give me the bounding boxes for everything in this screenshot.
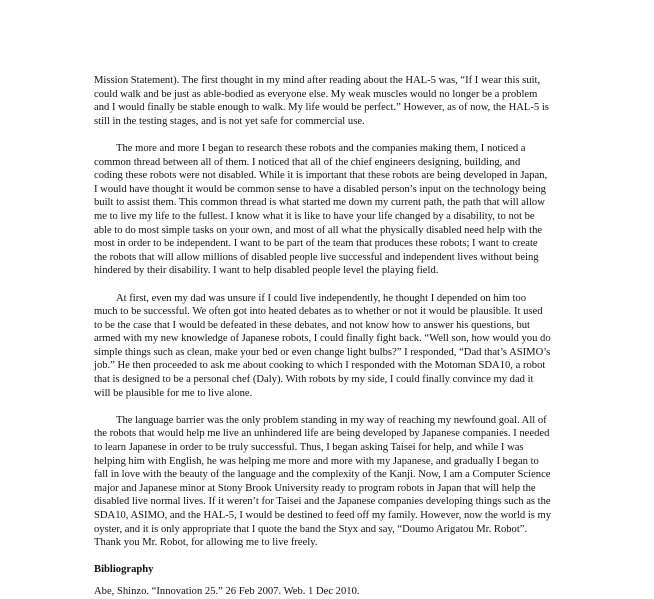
essay-body bbox=[94, 74, 654, 599]
paragraph-line: SDA10, ASIMO, and the HAL-5, I would be destined to feed off my family. However, now the world is my bbox=[94, 510, 552, 521]
paragraph-line: armed with my new knowledge of Japanese robots, I could finally fight back. “Well son, how would you do bbox=[94, 333, 551, 345]
essay-paragraph bbox=[94, 142, 654, 278]
bibliography-entry: Abe, Shinzo. “Innovation 25.” 26 Feb 2007. Web. 1 Dec 2010. bbox=[94, 585, 360, 597]
paragraph-line: to learn Japanese in order to be truly successful. Thus, I began asking Taisei for help, and while I was bbox=[94, 442, 524, 454]
paragraph-line: fall in love with the beauty of the language and the complexity of the Kanji. Now, I am a Computer Science bbox=[94, 469, 551, 481]
paragraph-line: will be plausible for me to live alone. bbox=[94, 387, 253, 399]
essay-paragraph bbox=[94, 414, 654, 550]
paragraph-line: At first, even my dad was unsure if I could live independently, he thought I depended on him too bbox=[116, 292, 527, 304]
paragraph-line: Mission Statement). The first thought in my mind after reading about the HAL-5 was, “If I wear this suit, bbox=[94, 75, 541, 86]
paragraph-line: the robots that will allow millions of disabled people live successful and independent lives without being bbox=[94, 251, 539, 263]
paragraph-line: Thank you Mr. Robot, for allowing me to live freely. bbox=[94, 537, 318, 549]
paragraph-line: could walk and be just as able-bodied as everyone else. My weak muscles would no longer be a problem bbox=[94, 88, 538, 100]
paragraph-line: common thread between all of them. I noticed that all of the chief engineers designing, building, and bbox=[94, 156, 521, 168]
paragraph-line: oyster, and it is only appropriate that I quote the band the Styx and say, “Doumo Arigatou Mr. Robot”. bbox=[94, 523, 528, 535]
essay-paragraph bbox=[94, 74, 654, 128]
paragraph-line: much to be successful. We often got into heated debates as to whether or not it would be plausible. It used bbox=[94, 306, 543, 318]
paragraph-line: helping him with English, he was helping me more and more with my Japanese, and gradually I began to bbox=[94, 455, 539, 467]
paragraph-line: major and Japanese minor at Stony Brook University ready to program robots in Japan that will help the bbox=[94, 482, 536, 494]
paragraph-line: me to live my life to the fullest. I know what it is like to have your life changed by a disability, to not be bbox=[94, 210, 535, 222]
paragraph-line: The more and more I began to research these robots and the companies making them, I noticed a bbox=[116, 142, 526, 154]
paragraph-line: job.” He then proceeded to ask me about cooking to which I responded with the Motoman SDA10, a robot bbox=[94, 360, 546, 372]
paragraph-line: hindered by their disability. I want to help disabled people level the playing field. bbox=[94, 265, 439, 277]
paragraph-line: disabled live normal lives. If it weren’t for Taisei and the Japanese companies developing things such as the bbox=[94, 496, 551, 508]
paragraph-line: simple things such as clean, make your bed or even change light bulbs?” I responded, “Dad that’s ASIMO’s bbox=[94, 346, 551, 358]
paragraph-line: I would have thought it would be common sense to have a disabled person’s input on the technology being bbox=[94, 183, 546, 195]
paragraph-line: able to do most simple tasks on your own, and most of all what the physically disabled need help with the bbox=[94, 224, 543, 236]
paragraph-line: The language barrier was the only problem standing in my way of reaching my newfound goal. All of bbox=[116, 414, 547, 426]
paragraph-line: still in the testing stages, and is not yet safe for commercial use. bbox=[94, 115, 365, 127]
paragraph-line: built to assist them. This common thread is what started me down my current path, the path that will allow bbox=[94, 197, 545, 209]
paragraph-line: most in order to be independent. I want to be part of the team that produces these robots; I want to create bbox=[94, 238, 538, 250]
paragraph-line: to be the case that I would be defeated in these debates, and not know how to answer his questions, but bbox=[94, 319, 530, 331]
paragraph-line: and I would finally be stable enough to walk. My life would be perfect.” However, as of now, the HAL-5 is bbox=[94, 102, 549, 114]
paragraph-line: the robots that would help me live an unhindered life are being developed by Japanese companies. I needed bbox=[94, 428, 550, 440]
bibliography-heading: Bibliography bbox=[94, 564, 154, 576]
essay-paragraph bbox=[94, 292, 654, 401]
paragraph-line: that is designed to be a personal chef (Daly). With robots by my side, I could finally convince my dad it bbox=[94, 374, 534, 386]
paragraph-line: coding these robots were not disabled. While it is important that these robots are being developed in Japan, bbox=[94, 170, 548, 182]
